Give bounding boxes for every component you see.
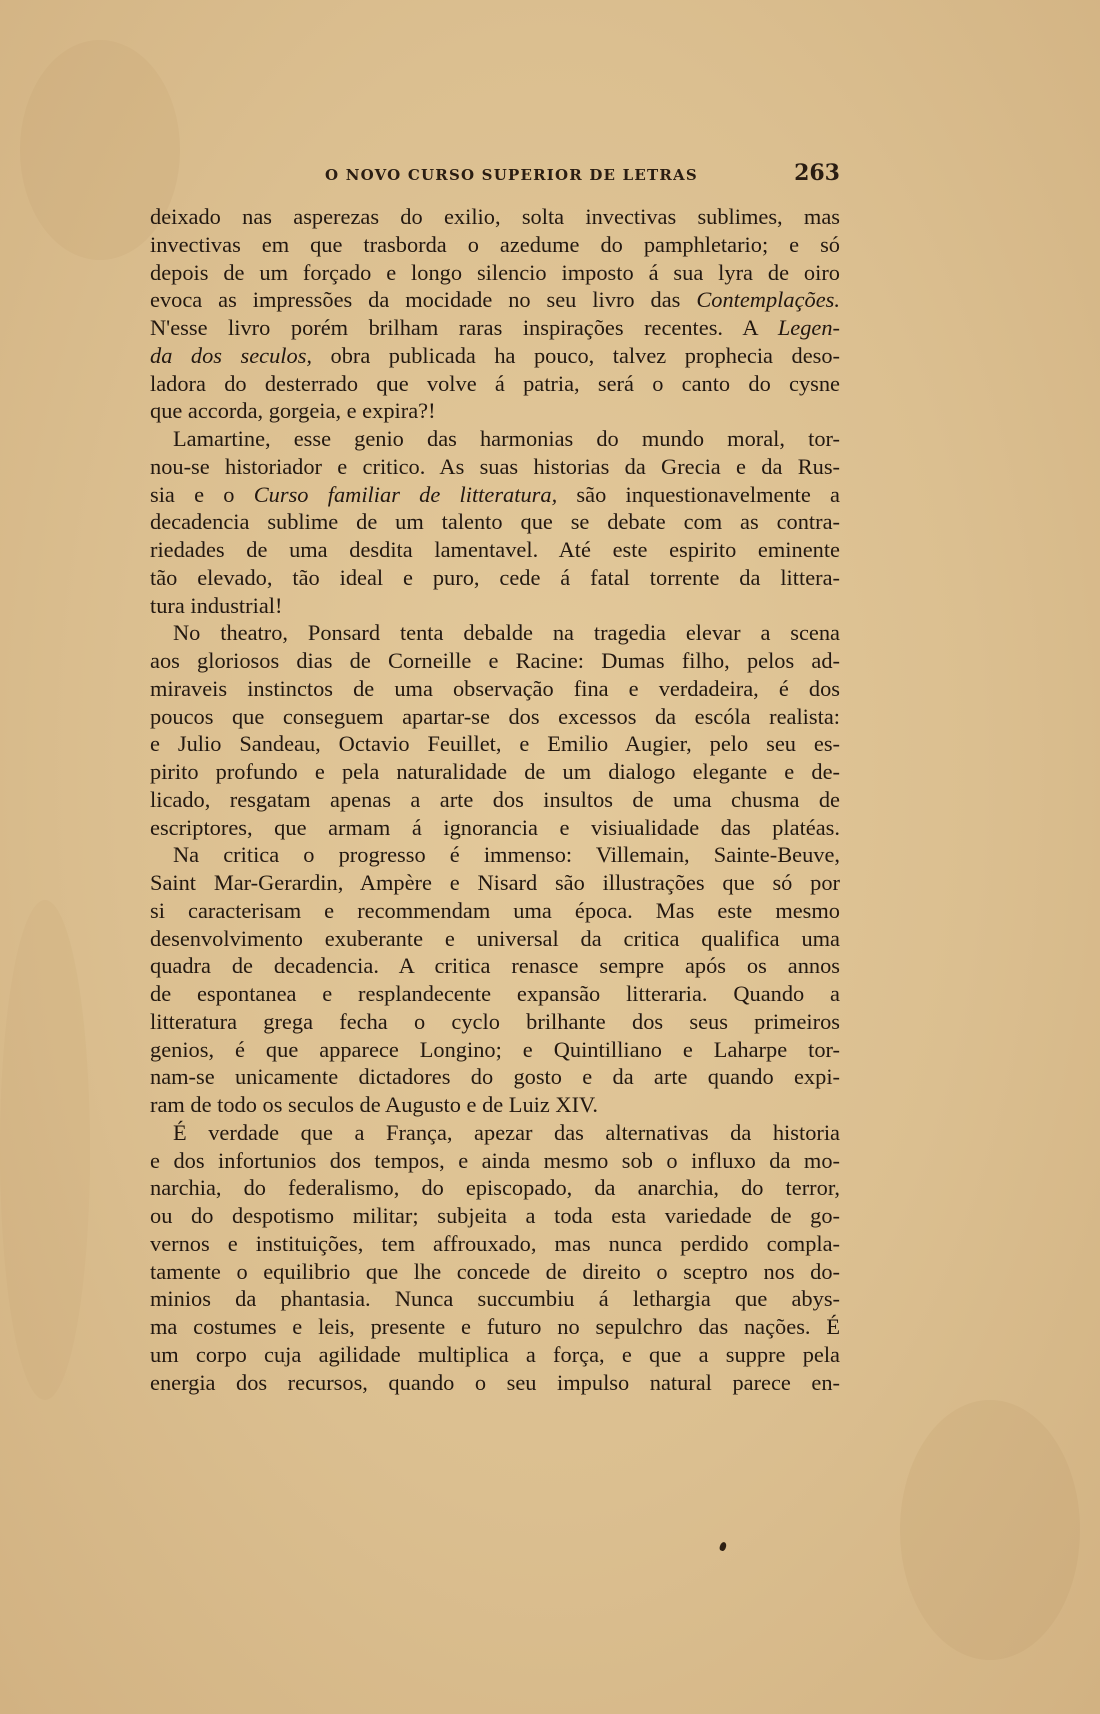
text-line: ram de todo os seculos de Augusto e de Luiz XIV. [150, 1092, 598, 1117]
text-line [150, 314, 840, 342]
text-line: aos gloriosos dias de Corneille e Racine: Dumas filho, pelos ad- [150, 648, 840, 673]
text-line: e dos infortunios dos tempos, e ainda mesmo sob o influxo da mo- [150, 1147, 840, 1173]
text-line: ou do despotismo militar; subjeita a toda esta variedade de go- [150, 1203, 840, 1228]
text-line: tão elevado, tão ideal e puro, cede á fatal torrente da littera- [150, 564, 840, 590]
text-line [150, 481, 840, 509]
text-line: de espontanea e resplandecente expansão litteraria. Quando a [150, 981, 840, 1006]
text-segment: são inquestionavelmente a [576, 481, 840, 507]
italic-title: Contemplações. [696, 287, 840, 313]
text-line: um corpo cuja agilidade multiplica a força, e que a suppre pela [150, 1341, 840, 1367]
text-line: nou-se historiador e critico. As suas historias da Grecia e da Rus- [150, 453, 840, 479]
text-line [150, 286, 840, 314]
page-number: 263 [794, 160, 840, 186]
text-line: quadra de decadencia. A critica renasce sempre após os annos [150, 953, 840, 979]
text-line: ma costumes e leis, presente e futuro no sepulchro das nações. É [150, 1314, 840, 1339]
running-title: O NOVO CURSO SUPERIOR DE LETRAS [325, 166, 698, 184]
text-line: si caracterisam e recommendam uma época. Mas este mesmo [150, 897, 840, 923]
text-line: licado, resgatam apenas a arte dos insultos de uma chusma de [150, 786, 840, 812]
body-text [150, 203, 840, 1396]
text-line [150, 342, 840, 370]
paper-stain [0, 900, 90, 1400]
text-line: narchia, do federalismo, do episcopado, da anarchia, do terror, [150, 1175, 840, 1201]
text-segment: N'esse livro porém brilham raras inspirações recentes. A [150, 315, 758, 340]
text-line: deixado nas asperezas do exilio, solta invectivas sublimes, mas [150, 204, 840, 229]
text-line: tura industrial! [150, 592, 283, 618]
text-line: No theatro, Ponsard tenta debalde na tragedia elevar a scena [173, 620, 840, 646]
text-line: pirito profundo e pela naturalidade de um dialogo elegante e de- [150, 759, 840, 784]
text-line: e Julio Sandeau, Octavio Feuillet, e Emilio Augier, pelo seu es- [150, 731, 840, 757]
text-line: depois de um forçado e longo silencio imposto á sua lyra de oiro [150, 259, 840, 285]
text-line: ladora do desterrado que volve á patria, será o canto do cysne [150, 370, 840, 396]
text-line: Saint Mar-Gerardin, Ampère e Nisard são illustrações que só por [150, 870, 840, 895]
text-segment: evoca as impressões da mocidade no seu livro das [150, 287, 681, 313]
text-line: Na critica o progresso é immenso: Villemain, Sainte-Beuve, [173, 842, 840, 868]
text-line: genios, é que apparece Longino; e Quintilliano e Laharpe tor- [150, 1036, 840, 1062]
text-line: invectivas em que trasborda o azedume do pamphletario; e só [150, 231, 840, 257]
text-line: tamente o equilibrio que lhe concede de direito o sceptro nos do- [150, 1258, 840, 1284]
text-line: miraveis instinctos de uma observação fina e verdadeira, é dos [150, 675, 840, 701]
text-line: poucos que conseguem apartar-se dos excessos da escóla realista: [150, 703, 840, 729]
text-segment: sia e o [150, 481, 235, 507]
italic-title: da dos seculos, [150, 342, 313, 368]
text-line: energia dos recursos, quando o seu impulso natural parece en- [150, 1369, 840, 1395]
running-head [150, 160, 840, 190]
text-line: vernos e instituições, tem affrouxado, mas nunca perdido compla- [150, 1230, 840, 1256]
ink-mark [719, 1541, 728, 1552]
text-line: que accorda, gorgeia, e expira?! [150, 398, 436, 424]
text-segment: obra publicada ha pouco, talvez prophecia deso- [330, 342, 840, 368]
text-line: escriptores, que armam á ignorancia e visiualidade das platéas. [150, 814, 840, 840]
text-line: litteratura grega fecha o cyclo brilhante dos seus primeiros [150, 1008, 840, 1034]
text-line: desenvolvimento exuberante e universal da critica qualifica uma [150, 925, 840, 951]
text-line: minios da phantasia. Nunca succumbiu á lethargia que abys- [150, 1286, 840, 1312]
italic-title: Curso familiar de litteratura, [253, 481, 558, 507]
text-line: decadencia sublime de um talento que se debate com as contra- [150, 509, 840, 535]
text-line: É verdade que a França, apezar das alternativas da historia [173, 1119, 840, 1145]
text-line: Lamartine, esse genio das harmonias do mundo moral, tor- [173, 426, 840, 451]
italic-title: Legen- [777, 315, 840, 340]
text-line: nam-se unicamente dictadores do gosto e da arte quando expi- [150, 1064, 840, 1090]
text-line: riedades de uma desdita lamentavel. Até este espirito eminente [150, 537, 840, 562]
paper-stain [900, 1400, 1080, 1660]
